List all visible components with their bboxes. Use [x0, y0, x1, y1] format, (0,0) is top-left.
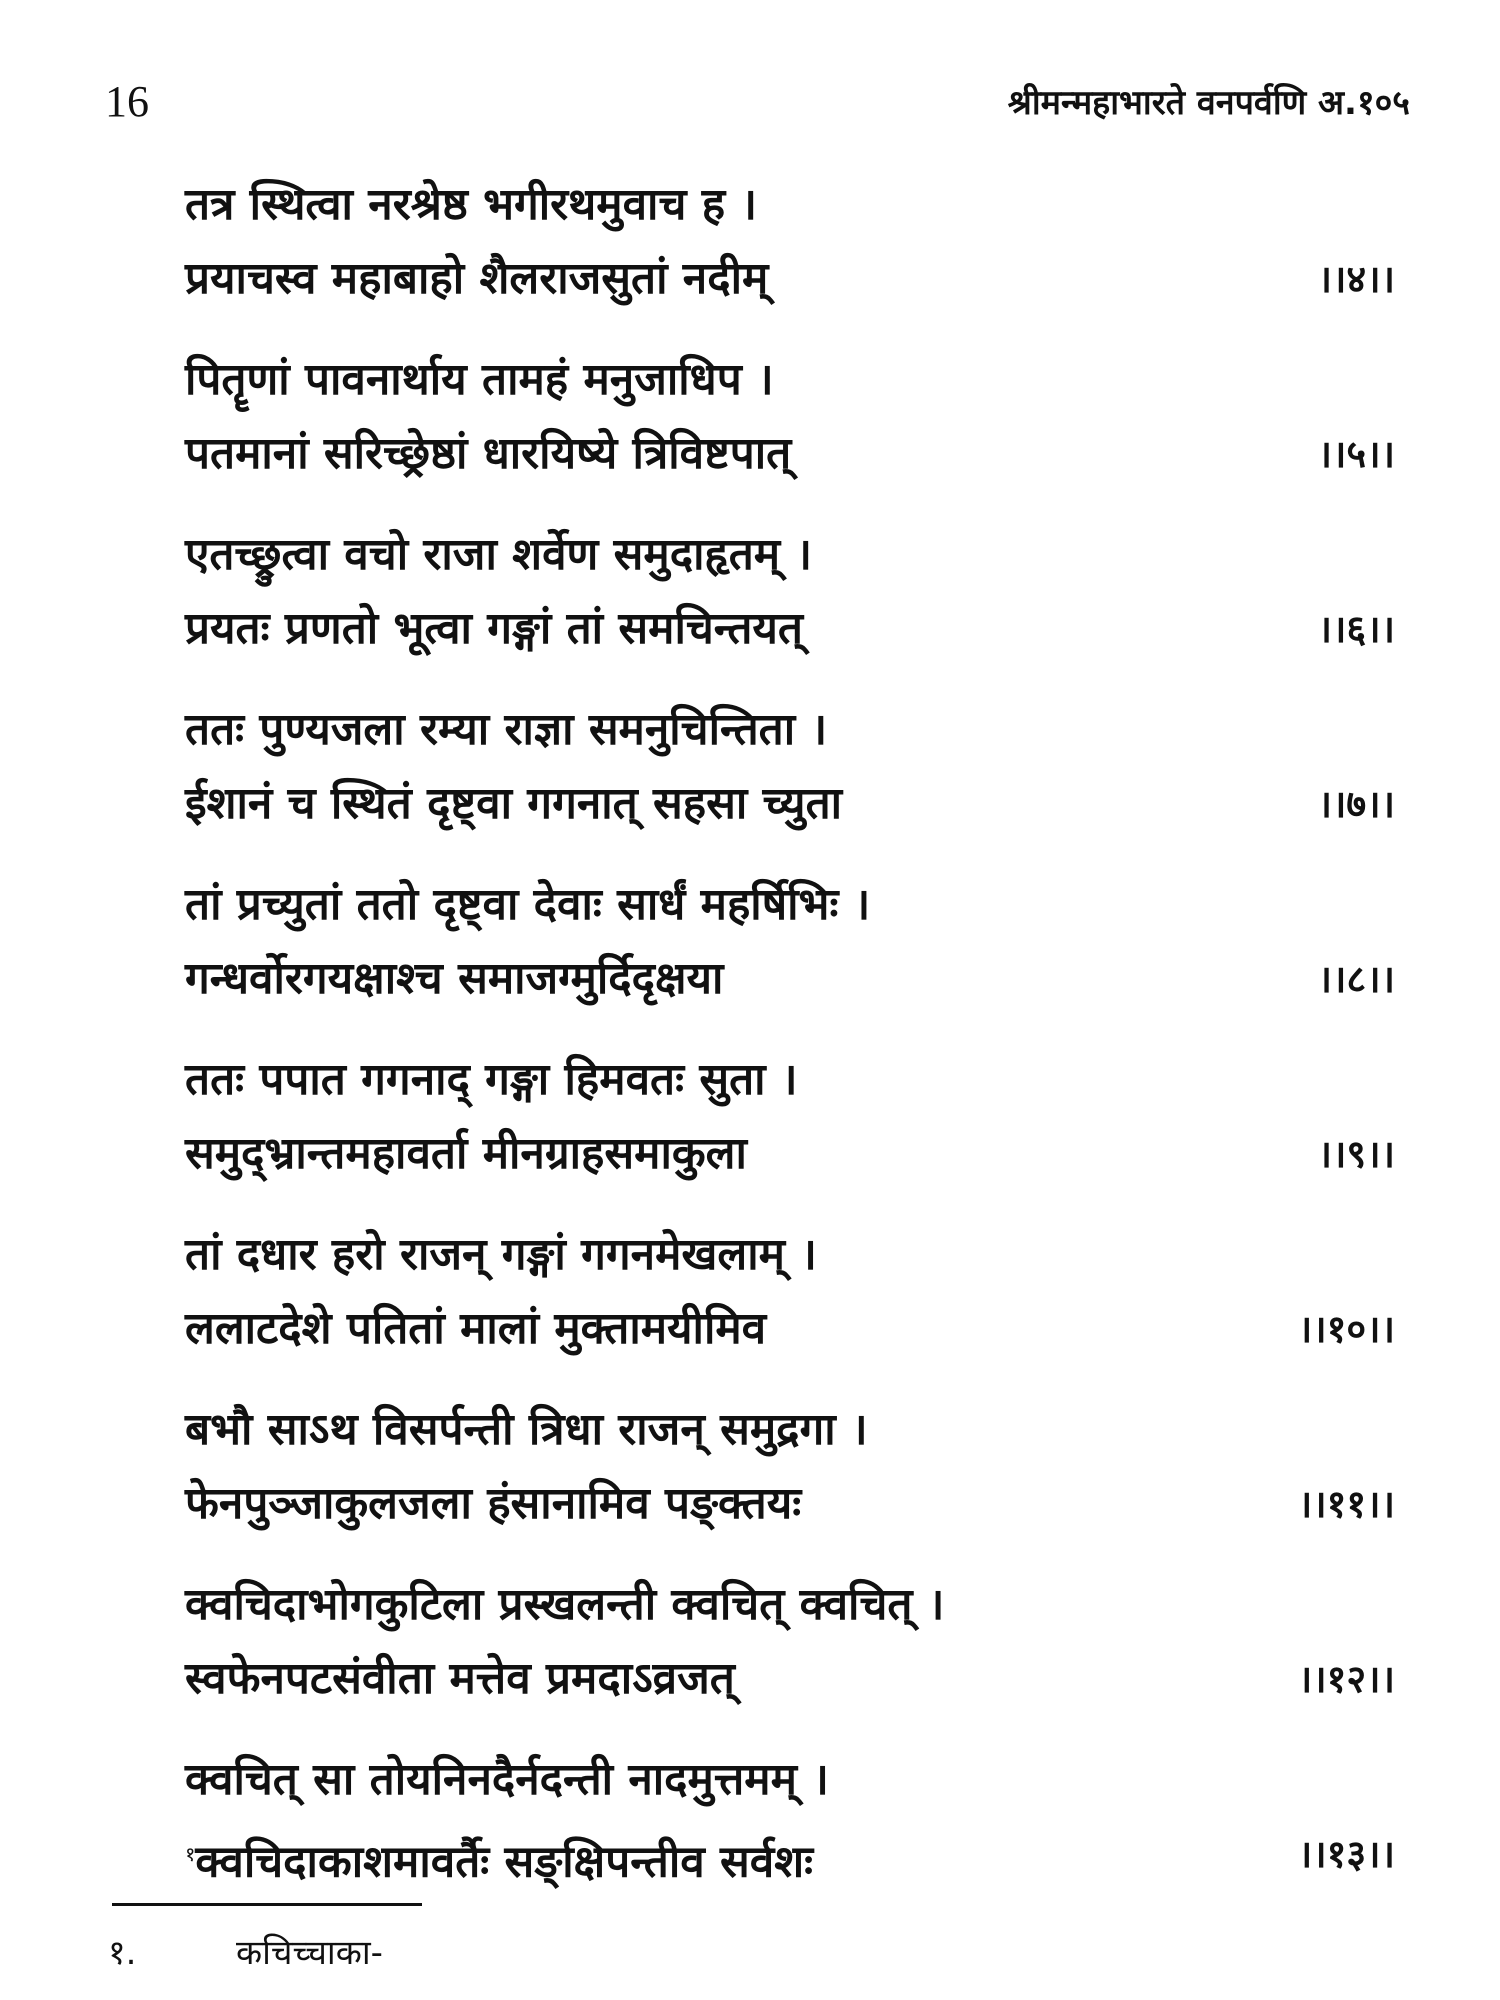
verse-number: ।।४।।: [1317, 257, 1395, 301]
verse-number: ।।६।।: [1317, 607, 1395, 651]
verse-8: [185, 868, 1395, 1043]
verse-number: ।।७।।: [1317, 782, 1395, 826]
verse-line: पतमानां सरिच्छ्रेष्ठां धारयिष्ये त्रिविष्टपात्: [185, 428, 792, 479]
verse-line: बभौ साऽथ विसर्पन्ती त्रिधा राजन् समुद्रगा ।: [185, 1404, 868, 1455]
verse-13: [185, 1743, 1395, 1918]
verse-number: ।।९।।: [1317, 1132, 1395, 1176]
verse-number: ।।११।।: [1297, 1482, 1395, 1526]
running-header: श्रीमन्महाभारते वनपर्वणि अ.१०५: [1007, 83, 1410, 123]
verse-12: [185, 1568, 1395, 1743]
verse-line: फेनपुञ्जाकुलजला हंसानामिव पङ्क्तयः: [185, 1478, 802, 1529]
page-number: 16: [105, 77, 149, 126]
verse-7: [185, 693, 1395, 868]
verse-line: तां दधार हरो राजन् गङ्गां गगनमेखलाम् ।: [185, 1229, 817, 1280]
footnote-marker: १: [185, 1842, 196, 1866]
verse-line: एतच्छ्रुत्वा वचो राजा शर्वेण समुदाहृतम् ।: [185, 529, 813, 580]
verse-line: पितॄणां पावनार्थाय तामहं मनुजाधिप ।: [185, 354, 774, 405]
verse-line: गन्धर्वोरगयक्षाश्च समाजग्मुर्दिदृक्षया: [185, 953, 724, 1004]
footnote-divider: [112, 1903, 422, 1906]
footnote: [108, 1928, 383, 1974]
verse-number: ।।८।।: [1317, 957, 1395, 1001]
verse-line: प्रयतः प्रणतो भूत्वा गङ्गां तां समचिन्तयत्: [185, 603, 804, 654]
verse-5: [185, 343, 1395, 518]
verse-line: क्वचित् सा तोयनिनदैर्नदन्ती नादमुत्तमम् ।: [185, 1754, 829, 1805]
verse-line: स्वफेनपटसंवीता मत्तेव प्रमदाऽव्रजत्: [185, 1653, 735, 1704]
verse-4: [185, 168, 1395, 343]
verse-10: [185, 1218, 1395, 1393]
verse-11: [185, 1393, 1395, 1568]
verse-line: ईशानं च स्थितं दृष्ट्वा गगनात् सहसा च्युता: [185, 778, 843, 829]
footnote-number: १.: [108, 1933, 137, 1973]
verse-line: समुद्भ्रान्तमहावर्ता मीनग्राहसमाकुला: [185, 1128, 747, 1179]
verse-9: [185, 1043, 1395, 1218]
verse-line: प्रयाचस्व महाबाहो शैलराजसुतां नदीम्: [185, 253, 769, 304]
verse-line: क्वचिदाभोगकुटिला प्रस्खलन्ती क्वचित् क्वचित् ।: [185, 1579, 945, 1630]
verse-number: ।।१२।।: [1297, 1657, 1395, 1701]
verse-number: ।।१०।।: [1297, 1307, 1395, 1351]
verse-6: [185, 518, 1395, 693]
verse-line: तत्र स्थित्वा नरश्रेष्ठ भगीरथमुवाच ह ।: [185, 179, 758, 230]
verse-line: तां प्रच्युतां ततो दृष्ट्वा देवाः सार्धं महर्षिभिः ।: [185, 879, 871, 930]
verse-line-text: क्वचिदाकाशमावर्तैः सङ्क्षिपन्तीव सर्वशः: [195, 1836, 814, 1888]
verse-line: [185, 1817, 1395, 1891]
verse-number: ।।५।।: [1317, 432, 1395, 476]
verse-number: ।।१३।।: [1297, 1832, 1395, 1876]
footnote-text: कचिच्चाका-: [236, 1933, 383, 1973]
verse-list: [185, 168, 1395, 1918]
verse-line: ललाटदेशे पतितां मालां मुक्तामयीमिव: [185, 1303, 767, 1354]
verse-line: ततः पुण्यजला रम्या राज्ञा समनुचिन्तिता ।: [185, 704, 828, 755]
verse-line: ततः पपात गगनाद् गङ्गा हिमवतः सुता ।: [185, 1054, 798, 1105]
